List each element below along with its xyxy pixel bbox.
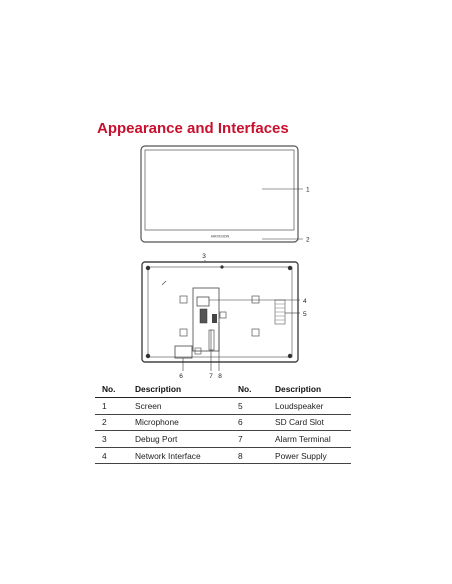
screw-bottom-left [146, 354, 150, 358]
col-header-description-2: Description [268, 381, 351, 398]
rear-view [142, 253, 307, 380]
screw-top-center [220, 265, 223, 268]
cell-description: Loudspeaker [268, 398, 351, 415]
cell-no: 8 [231, 447, 268, 464]
table-header-row [95, 381, 351, 398]
cell-description: Screen [128, 398, 231, 415]
callout-label-3: 3 [202, 253, 206, 260]
table-row [95, 431, 351, 448]
interface-table [95, 381, 351, 464]
cell-no: 2 [95, 414, 128, 431]
alarm-terminal [212, 314, 217, 323]
cell-description: Debug Port [128, 431, 231, 448]
table-row [95, 414, 351, 431]
callout-label-7: 7 [209, 373, 213, 380]
callout-label-2: 2 [306, 236, 310, 244]
callout-label-8: 8 [218, 373, 222, 380]
callout-label-1: 1 [306, 186, 310, 194]
section-title: Appearance and Interfaces [97, 120, 289, 137]
screw-bottom-right [288, 354, 292, 358]
cell-no: 4 [95, 447, 128, 464]
cell-no: 1 [95, 398, 128, 415]
callout-label-6: 6 [179, 373, 183, 380]
brand-mark: HIKVISION [210, 234, 230, 239]
cell-no: 5 [231, 398, 268, 415]
cell-no: 6 [231, 414, 268, 431]
col-header-no-2: No. [231, 381, 268, 398]
cell-description: Microphone [128, 414, 231, 431]
callout-label-4: 4 [303, 298, 307, 305]
col-header-no-1: No. [95, 381, 128, 398]
cell-description: Alarm Terminal [268, 431, 351, 448]
front-screen [145, 150, 294, 230]
sd-card-slot [200, 309, 207, 323]
cell-no: 3 [95, 431, 128, 448]
screw-top-right [288, 266, 292, 270]
screw-top-left [146, 266, 150, 270]
cell-description: Network Interface [128, 447, 231, 464]
cell-description: Power Supply [268, 447, 351, 464]
col-header-description-1: Description [128, 381, 231, 398]
callout-label-5: 5 [303, 311, 307, 318]
cell-no: 7 [231, 431, 268, 448]
front-view [141, 146, 310, 244]
table-row [95, 447, 351, 464]
cell-description: SD Card Slot [268, 414, 351, 431]
table-row [95, 398, 351, 415]
